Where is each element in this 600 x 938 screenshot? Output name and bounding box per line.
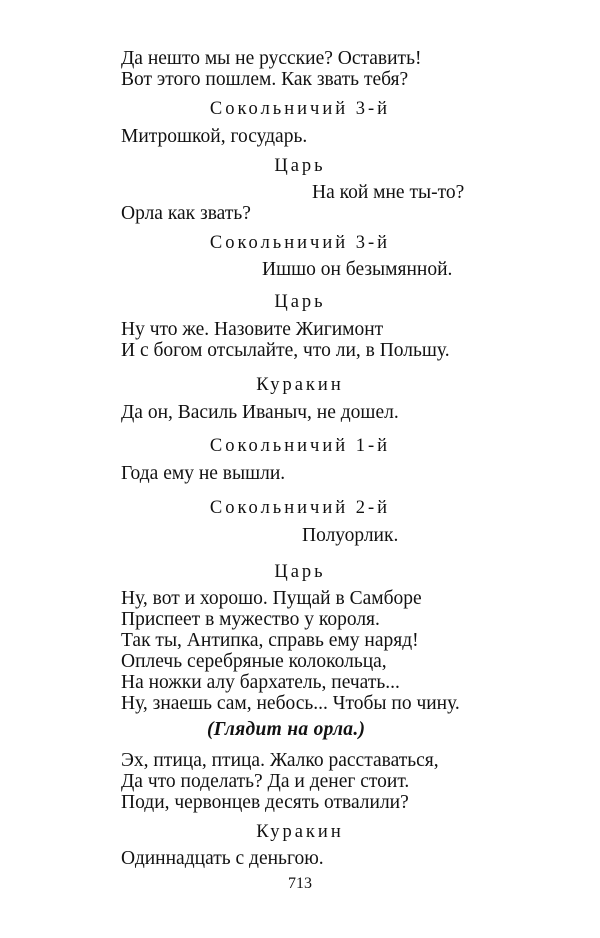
stage-direction: (Глядит на орла.) — [207, 719, 366, 740]
verse-line: Оплечь серебряные колокольца, — [121, 651, 387, 672]
verse-line: Да что поделать? Да и денег стоит. — [121, 771, 410, 792]
verse-line: Да он, Василь Иваныч, не дошел. — [121, 402, 399, 423]
verse-line: Так ты, Антипка, справь ему наряд! — [121, 630, 419, 651]
speaker-name: Куракин — [256, 375, 344, 395]
speaker-name: Сокольничий 1-й — [209, 436, 391, 456]
verse-line: Одиннадцать с деньгою. — [121, 848, 324, 869]
verse-line: Орла как звать? — [121, 203, 251, 224]
verse-line: Приспеет в мужество у короля. — [121, 609, 380, 630]
verse-line: Ну что же. Назовите Жигимонт — [121, 319, 384, 340]
verse-line: Да нешто мы не русские? Оставить! — [121, 48, 422, 69]
speaker-name: Царь — [274, 562, 326, 582]
speaker-name: Царь — [274, 292, 326, 312]
speaker-name: Куракин — [256, 822, 344, 842]
verse-line: Ишшо он безымянной. — [262, 259, 453, 280]
speaker-name: Сокольничий 2-й — [209, 498, 391, 518]
speaker-name: Сокольничий 3-й — [209, 233, 391, 253]
verse-line: Митрошкой, государь. — [121, 126, 308, 147]
verse-line: Вот этого пошлем. Как звать тебя? — [121, 69, 409, 90]
verse-line: Ну, вот и хорошо. Пущай в Самборе — [121, 588, 422, 609]
speaker-name: Сокольничий 3-й — [209, 99, 391, 119]
verse-line: На кой мне ты-то? — [312, 182, 465, 203]
speaker-name: Царь — [274, 156, 326, 176]
verse-line: Года ему не вышли. — [121, 463, 286, 484]
verse-line: Поди, червонцев десять отвалили? — [121, 792, 409, 813]
verse-line: Эх, птица, птица. Жалко расставаться, — [121, 750, 439, 771]
page-number: 713 — [288, 875, 312, 892]
verse-line: И с богом отсылайте, что ли, в Польшу. — [121, 340, 450, 361]
verse-line: Ну, знаешь сам, небось... Чтобы по чину. — [121, 693, 460, 714]
verse-line: Полуорлик. — [302, 525, 399, 546]
verse-line: На ножки алу бархатель, печать... — [121, 672, 400, 693]
